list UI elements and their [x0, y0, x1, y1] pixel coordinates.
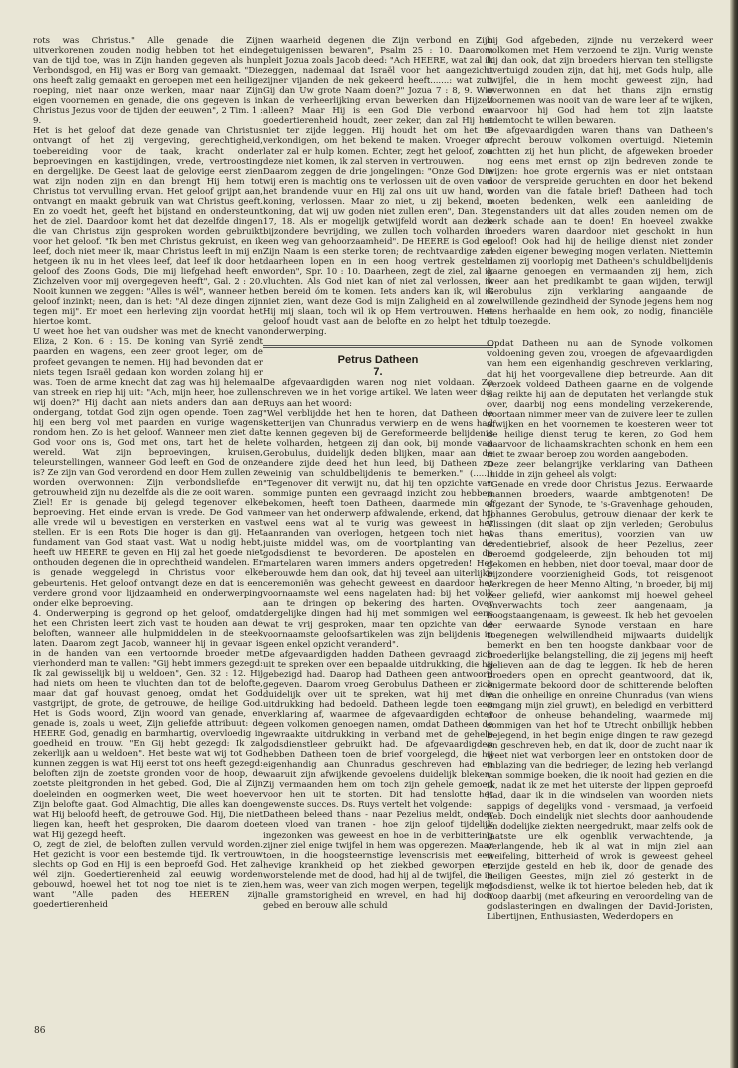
section-title: Petrus Datheen: [337, 354, 419, 367]
page-number: 86: [34, 1026, 46, 1036]
paragraph: De afgevaardigden hadden Datheen gevraagd zich uit te spreken over een bepaalde uitdrukking, die hij gebezigd had. Daarop had Datheen geen antwoord gegeven. Daarom vroeg Gerobulus Datheen er zich duidelijk over uit te spreken, wat hij met die uitdrukking had bedoeld. Datheen legde toen een verklaring af, waarmee de afgevaardigden echter geen volkomen genoegen namen, omdat Datheen de gewraakte uitdrukking in verband met de gehele godsdienstleer gebruikt had. De afgevaardigden hebben Datheen toen de brief voorgelegd, die hij eigenhandig aan Chunradus geschreven had en waaruit zijn afwijkende gevoelens duidelijk bleken. Zij vermaanden hem om toch zijn gehele gemoed voor hen uit te storten. Dit had tenslotte het gewenste succes. Ds. Ruys vertelt het volgende:: [263, 649, 493, 811]
paragraph: Datheen beleed thans - naar Pezelius meldt, onder een vloed van tranen - hoe zijn geloof tijdelijk ingezonken was geweest en hoe in de verbittering zijner ziel enige twijfel in hem was opgerezen. Maar toen, in die hoogsteernstige levenscrisis met een hevige krankheid op het ziekbed geworpen en worstelende met de dood, had hij al de twijfel, die in hem was, weer van zich mogen werpen, tegelijk met alle gramstorigheid en wrevel, en had hij door gebed en berouw alle schuld: [263, 810, 493, 911]
paragraph: Opdat Datheen nu aan de Synode volkomen voldoening geven zou, vroegen de afgevaardigden van hem een eigenhandig geschreven verklaring, dat hij het voorgevallene diep betreurde. Aan dit verzoek voldeed Datheen gaarne en de volgende dag reikte hij aan de deputaten het verlangde stuk over, daarbij nog eens mondeling verzekerende, voortaan nimmer meer van de zuivere leer te zullen afwijken en het voornemen te koesteren weer tot de heilige dienst terug te keren, zo God hem daarvoor de lichaamskrachten schonk en hem een niet te zwaar beroep zou worden aangeboden.: [487, 339, 713, 460]
paragraph: "Wel verblijdde het hen te horen, dat Datheen de ketterijen van Chunradus verwierp en de wens had te kennen gegeven bij de Gereformeerde belijdenis te volharden, hetgeen zij dan ook, bij monde van Gerobulus, duidelijk deden blijken, maar aan de andere zijde deed het hun leed, bij Datheen zo weinig van schuldbelijdenis te bemerken." (......) "Tegenover dit verwijt nu, dat hij ten opzichte van sommige punten een gevraagd inzicht zou hebben bekomen, heeft toen Datheen, daarmede min of meer van het onderwerp afdwalende, erkend, dat hij wel eens wat al te vurig was geweest in het aanranden van overlogen, hetgeen toch niet het juiste middel was, om de voortplanting van de godsdienst te bevorderen. De apostelen en de martelaren waren immers anders opgetreden! Het berouwde hem dan ook, dat hij teveel aan uiterlijke ceremoniën was gehecht geweest en daardoor het voornaamste wel eens nagelaten had: bij het volk aan te dringen op bekering des harten. Over dergelijke dingen had hij met sommigen wel eens wat te vrij gesproken, maar ten opzichte van de voornaamste geloofsartikelen was zijn belijdenis in geen enkel opzicht veranderd".: [263, 408, 493, 650]
paragraph: rots was Christus." Alle genade die Zijn uitverkorenen zouden nodig hebben tot het einde van de tijd toe, was in Zijn handen gegeven als hun Verbondsgod, en Hij was er Borg van gemaakt. "Die ons heeft zalig gemaakt en geroepen met een heilige roeping, niet naar onze werken, maar naar Zijn eigen voornemen en genade, die ons gegeven is in Christus Jezus voor de tijden der eeuwen", 2 Tim. 1 : 9.: [33, 36, 263, 127]
paragraph: 4. Onderwerping is gegrond op het geloof, omdat het een Christen leert zich vast te houden aan de beloften, wanneer alle hulpmiddelen in de steek laten. Daarom zegt Jacob, wanneer hij in gevaar is in de handen van een vertoornde broeder met vierhonderd man te vallen: "Gij hebt immers gezegd: Ik zal gewisselijk bij u weldoen", Gen. 32 : 12. Hij had niets om heen te vluchten dan tot de belofte, maar dat gaf houvast genoeg, omdat het God vastgrijpt, de grote, de getrouwe, de heilige God. Het is Gods woord, Zijn woord van genade, en genade is, zoals u weet, Zijn geliefde attribuut: de HEERE God, genadig en barmhartig, overvloedig in goedheid en trouw. "En Gij hebt gezegd: Ik zal zekerlijk aan u weldoen". Het beste wat wij tot God kunnen zeggen is wat Hij eerst tot ons heeft gezegd: beloften zijn de zoetste gronden voor de hoop, de zoetste pleitgronden in het gebed. God, Die al Zijn doeleinden en oogmerken weet, Die weet hoever Zijn belofte gaat. God Almachtig, Die alles kan doen wat Hij beloofd heeft, de getrouwe God. Hij, Die niet liegen kan, heeft het gesproken, Die daarom doet wat Hij gezegd heeft.: [33, 608, 263, 840]
paragraph: Ziel! Er is genade bij gelegd tegenover elke beproeving. Het einde ervan is vrede. De God van alle vrede wil u bevestigen en versterken en vast stellen. Er is een Rots Die hoger is dan gij. Het fundament van God staat vast. Wat u nodig hebt, heeft uw HEERE te geven en Hij zal het goede niet onthouden degenen die in oprechtheid wandelen. Er is genade weggelegd in Christus voor elke gebeurtenis. Het geloof ontvangt deze en dat is een verdere grond voor lijdzaamheid en onderwerping onder elke beproeving.: [33, 498, 263, 609]
paragraph: U weet hoe het van oudsher was met de knecht van Eliza, 2 Kon. 6 : 15. De koning van Syrië zendt paarden en wagens, een zeer groot leger, om de profeet gevangen te nemen. Hij had bevonden dat er niets tegen Israël gedaan kon worden zolang hij er was. Toen de arme knecht dat zag was hij helemaal van streek en riep hij uit: "Ach, mijn heer, hoe zullen wij doen?" Hij dacht aan niets anders dan aan de ondergang, totdat God zijn ogen opende. Toen zag hij een berg vol met paarden en vurige wagens rondom hen. Zo is het geloof. Wanneer men ziet dat God voor ons is, God met ons, tart het de hele wereld. Wat zijn beproevingen, kruisen, teleurstellingen, wanneer God leeft en God de onze is? Ze zijn van God verordend en door Hem zullen ze worden overwonnen: Zijn verbondsliefde en getrouwheid zijn nu dezelfde als die ze ooit waren.: [33, 327, 263, 499]
column-3: [487, 36, 713, 1044]
book-spine: [730, 0, 738, 1068]
section-divider: [263, 345, 493, 348]
section-number: 7.: [373, 366, 383, 379]
paragraph: De afgevaardigden waren nog niet voldaan. Zo schreven we in het vorige artikel. We laten weer ds. Ruys aan het woord:: [263, 378, 493, 409]
column-2: [263, 36, 493, 1044]
paragraph-gap: [487, 327, 713, 339]
paragraph: "Genade en vrede door Christus Jezus. Eerwaarde mannen broeders, waarde ambtgenoten! De afgezant der Synode, te 's-Gravenhage gehouden, Johannes Gerobulus, getrouw dienaar der kerk te Vlissingen (dit slaat op zijn verleden; Gerobulus was thans emeritus), voorzien van uw credentiebrief, alsook de heer Pezelius, zeer beroemd godgeleerde, zijn behouden tot mij gekomen en hebben, niet door toeval, maar door de bijzondere voorzienigheid Gods, tot reisgenoot verkregen de heer Menno Alting, 'n broeder, bij mij zeer geliefd, wier aankomst mij hoewel geheel onverwachts toch zeer aangenaam, ja hoogstaangenaam, is geweest. Ik heb het gevoelen der eerwaarde Synode verstaan en hare toegenegen welwillendheid mijwaarts duidelijk bemerkt en ben ten hoogste dankbaar voor de broederlijke belangstelling, die zij jegens mij heeft gelieven aan de dag te leggen. Ik heb de heren broeders open en oprecht geantwoord, dat ik, enigermate bekoord door de schitterende beloften van die onheilige en onreine Chunradus (van wiens omgang mijn ziel gruwt), en beledigd en verbitterd door de onheuse behandeling, waarmede mij sommigen van het hof te Utrecht onbillijk hebben bejegend, in het begin enige dingen te raw gezegd en geschreven heb, en dat ik, door de zucht naar ik weet niet wat verborgen leer en ontstoken door de inblazing van die bedrieger, de lezing heb verlangd van sommige boeken, die ik nooit had gezien en die ik, nadat ik ze met het uiterste der lippen geproefd had, daar ik in die windselen van woorden niets sappigs of degelijks vond - versmaad, ja verfoeid heb. Doch eindelijk niet slechts door aanhoudende en dodelijke ziekten neergedrukt, maar zelfs ook de laatste ure elk ogenblik verwachtende, ja verlangende, heb ik al wat in mijn ziel aan weifeling, bitterheid of wrok is geweest geheel terzijde gesteld en heb ik, door de genade des heiligen Geestes, mijn ziel zó gesterkt in de godsdienst, welke ik tot hiertoe beleden heb, dat ik hoop daarbij (met afkeuring en veroordeling van de godslasteringen en dwalingen der David-Joristen, Libertijnen, Enthusiasten, Wederdopers en: [487, 480, 713, 923]
paragraph: bij God afgebeden, zijnde nu verzekerd weer volkomen met Hem verzoend te zijn. Vurig wenste hij dan ook, dat zijn broeders hiervan ten stelligste overtuigd zouden zijn, dat hij, met Gods hulp, alle twijfel, die in hem mocht geweest zijn, had overwonnen en dat het thans zijn ernstig voornemen was nooit van de ware leer af te wijken, waarvoor hij God had hem tot zijn laatste ademtocht te willen bewaren.: [487, 36, 713, 127]
paragraph: Deze zeer belangrijke verklaring van Datheen luidde in zijn geheel als volgt:: [487, 459, 713, 480]
column-1: [33, 36, 263, 1044]
paragraph: Daarom zeggen de drie jongelingen: "Onze God Die wij eren is machtig ons te verlossen uit de oven van het brandende vuur en Hij zal ons uit uw hand, o koning, verlossen. Maar zo niet, u zij bekend, o koning, dat wij uw goden niet zullen eren", Dan. 3 : 17, 18. Als er mogelijk getwijfeld wordt aan deze bijzondere bevrijding, we zullen toch volharden in een weg van gehoorzaamheid". De HEERE is God en Zijn Naam is een sterke toren; de rechtvaardige zal daarheen lopen en in een hoog vertrek gesteld worden", Spr. 10 : 10. Daarheen, zegt de ziel, zal ik vluchten. Als God niet kan of niet zal verlossen, ik ben bereid óm te komen. Iets anders kan ik, wil ik niet zien, want deze God is mijn Zaligheid en al zou Hij mij slaan, toch wil ik op Hem vertrouwen. Het geloof houdt vast aan de belofte en zo helpt het tot onderwerping.: [263, 166, 493, 338]
paragraph: en waarheid degenen die Zijn verbond en Zijn getuigenissen bewaren", Psalm 25 : 10. Daarom pleit Jozua zoals Jacob deed: "Ach HEERE, wat zal ik zeggen, nademaal dat Israël voor het aangezicht zijner vijanden de nek gekeerd heeft.......: wat zult Gij dan Uw grote Naam doen?" Jozua 7 : 8, 9. Wie kan de verheerlijking ervan bewerken dan Hijzelf alleen? Maar Hij is een God Die verbond en goedertierenheid houdt, zeer zeker, dan zal Hij het niet ter zijde leggen. Hij houdt het om het te verkondigen, om het bekend te maken. Vroeger of later zal er hulp komen. Echter, zegt het geloof, zou deze niet komen, ik zal sterven in vertrouwen.: [263, 36, 493, 167]
paragraph: O, zegt de ziel, de beloften zullen vervuld worden. Het gezicht is voor een bestemde tijd. Ik vertrouw slechts op God en Hij is een beproefd God. Het zal wél zijn. Goedertierenheid zal eeuwig worden gebouwd, hoewel het tot nog toe niet is te zien, want "Alle paden des HEEREN zijn goedertierenheid: [33, 839, 263, 911]
paragraph: De afgevaardigden waren thans van Datheen's oprecht berouw volkomen overtuigd. Nietemin achtten zij het hun plicht, de afgeweken broeder nog eens met ernst op zijn bedreven zonde te wijzen: hoe grote ergernis was er niet ontstaan door de verspreide geruchten en door het bekend worden van die fatale brief! Datheen had toch moeten bedenken, welk een aanleiding de tegenstanders uit dat alles zouden nemen om de kerk schade aan te doen! En hoeveel zwakke broeders waren daardoor niet geschokt in hun geloof! Ook had hij de heilige dienst niet zonder reden eigener beweging mogen verlaten. Niettemin namen zij voorlopig met Datheen's schuldbelijdenis gaarne genoegen en vermaanden zij hem, zich weer aan het predikambt te gaan wijden, terwijl Gerobulus zijn verklaring aangaande de welwillende gezindheid der Synode jegens hem nog eens herhaalde en hem ook, zo nodig, financiële hulp toezegde.: [487, 126, 713, 328]
paragraph: Het is het geloof dat deze genade van Christus ontvangt of het zij vergeving, gerechtigheid, toebereiding voor de taak, kracht onder beproevingen en kastijdingen, vrede, vertroosting en dergelijke. De Geest laat de gelovige eerst zien wat zijn noden zijn en dan brengt Hij hem tot Christus tot vervulling ervan. Het geloof grijpt aan, ontvangt en maakt gebruik van wat Christus geeft. En zo voedt het, geeft het bijstand en ondersteunt het de ziel. Daardoor komt het dat dezelfde dingen die van Christus zijn gesproken worden gebruikt voor het geloof. "Ik ben met Christus gekruist, en ik leef, doch niet meer ik, maar Christus leeft in mij en hetgeen ik nu in het vlees leef, dat leef ik door het geloof des Zoons Gods, Die mij liefgehad heeft en Zichzelven voor mij overgegeven heeft", Gal. 2 : 20. Nooit kunnen we zeggen: "Alles is wél", wanneer het geloof inzinkt; neen, dan is het: "Al deze dingen zijn tegen mij". Er moet een herleving zijn voordat het hiertoe komt.: [33, 126, 263, 328]
